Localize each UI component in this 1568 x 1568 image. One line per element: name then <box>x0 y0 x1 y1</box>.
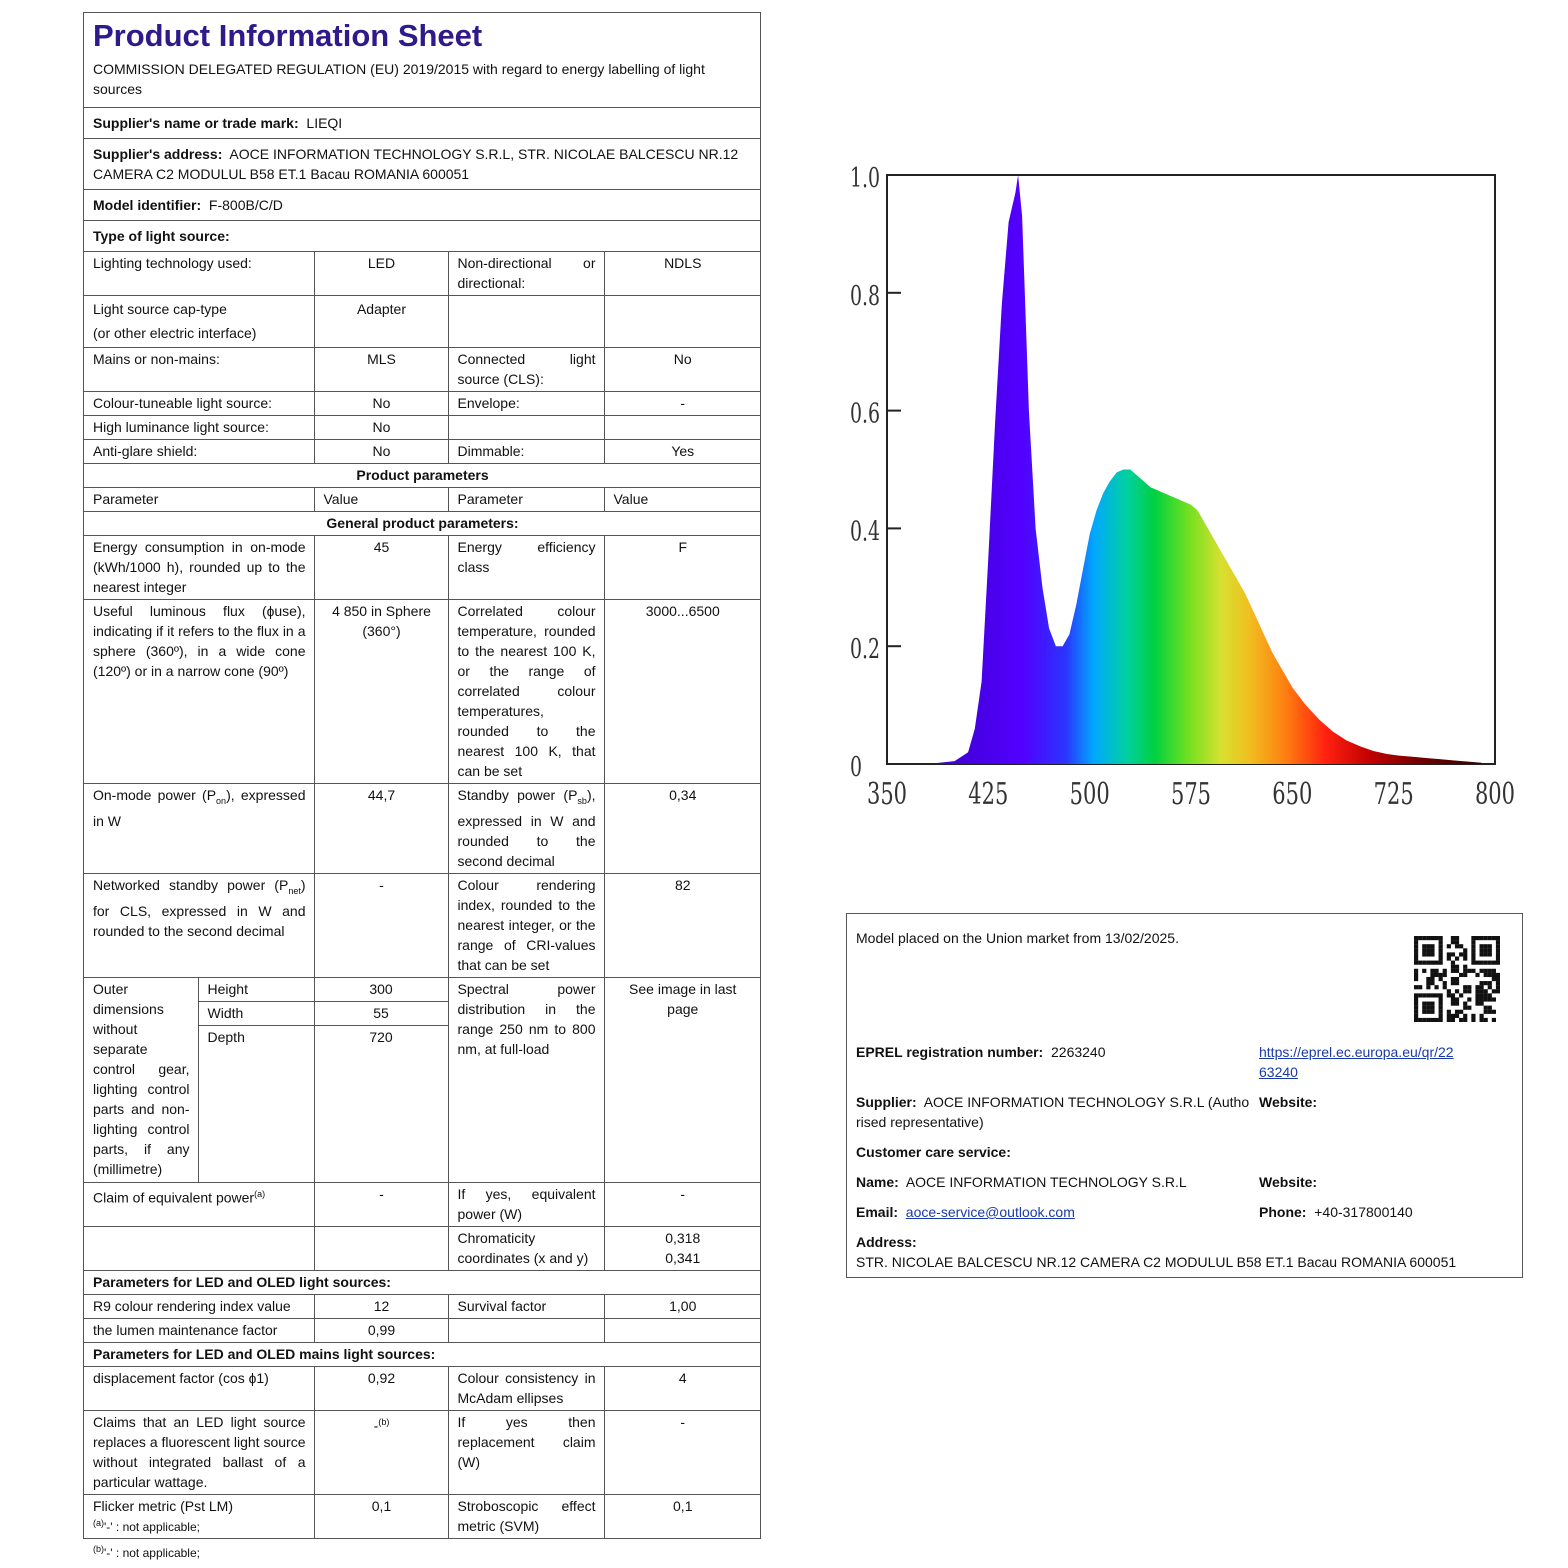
table-header-row: Parameter Value Parameter Value <box>84 488 760 512</box>
product-parameters-header: Product parameters <box>84 464 760 488</box>
page-title: Product Information Sheet <box>93 18 483 53</box>
email-link[interactable]: aoce-service@outlook.com <box>905 1204 1075 1220</box>
product-information-sheet <box>83 12 761 1539</box>
table-row: Chromaticity coordinates (x and y) 0,318 0,341 <box>84 1227 760 1271</box>
footnotes <box>93 1512 200 1564</box>
x-tick-label: 725 <box>1373 777 1414 813</box>
table-row: Claims that an LED light source replaces a fluorescent light source without integrated ballast of a particular wattage. -$^{(b)}$ If yes then replacement claim (W) - <box>84 1411 760 1495</box>
table-row: Networked standby power $(P_{net})$ for CLS, expressed in W and rounded to the second decimal - Colour rendering index, rounded to the nearest integer, or the range of CRI-values that can be set 82 <box>84 873 760 977</box>
website-label: Website: <box>1259 1094 1318 1110</box>
supplier-name: LIEQI <box>306 115 343 131</box>
x-tick-label: 350 <box>866 777 908 813</box>
table-row: R9 colour rendering index value 12 Survival factor 1,00 <box>84 1295 760 1319</box>
x-tick-label: 650 <box>1272 777 1313 813</box>
table-row <box>84 1271 760 1295</box>
supplier-name-row: Supplier's name or trade mark: LIEQI <box>93 115 343 131</box>
table-row: On-mode power $(P_{on})$, expressed in W 44,7 Standby power $(P_{sb})$, expressed in W and rounded to the second decimal 0,34 <box>84 784 760 874</box>
phone-number: +40-317800140 <box>1314 1204 1413 1220</box>
regulation-text: COMMISSION DELEGATED REGULATION (EU) 2019/2015 with regard to energy labelling of light sources <box>93 61 705 97</box>
eprel-link[interactable]: https://eprel.ec.europa.eu/qr/22 <box>1259 1044 1454 1060</box>
dimensions-subtable: Outer dimensions without separate control gear, lighting control parts and non-lighting control parts, if any (millimetre) Height Width Depth <box>84 978 314 1183</box>
customer-care-name: AOCE INFORMATION TECHNOLOGY S.R.L <box>905 1174 1187 1190</box>
y-tick-label: 0 <box>850 751 863 783</box>
model-row: Model identifier: F-800B/C/D <box>93 197 283 213</box>
table-row: Light source cap-type (or other electric interface) Adapter <box>84 296 760 348</box>
x-tick-label: 800 <box>1474 777 1516 813</box>
supplier-address-row: Supplier's address: AOCE INFORMATION TECHNOLOGY S.R.L, STR. NICOLAE BALCESCU NR.12 CAMERA C2 MODULUL B58 ET.1 Bacau ROMANIA 600051 <box>93 146 739 182</box>
supplier-address: AOCE INFORMATION TECHNOLOGY S.R.L, STR. NICOLAE BALCESCU NR.12 CAMERA C2 MODULUL B58 ET.1 Bacau ROMANIA 600051 <box>93 146 739 182</box>
y-tick-label: 0.8 <box>850 280 881 312</box>
market-info-box: Model placed on the Union market from 13/02/2025. EPREL registration number: 2263240 https://eprel.ec.europa.eu/qr/22 63240 Supplier: AOCE INFORMATION TECHNOLOGY S.R.L (Autho rised representative) Website: Customer care service: Name: AOCE INFORMATION TECHNOLOGY S.R.L Website: Email: aoce-service@outlook.com Phone: +40-317800140 Address: STR. NICOLAE BALCESCU NR.12 CAMERA C2 MODULUL B58 ET.1 Bacau ROMANIA 600051 <box>846 913 1523 1278</box>
table-row <box>84 1343 760 1367</box>
table-row: the lumen maintenance factor 0,99 <box>84 1319 760 1343</box>
y-tick-label: 1.0 <box>850 162 881 194</box>
mains-parameters-header: Parameters for LED and OLED mains light sources: <box>84 1343 760 1367</box>
eprel-number: 2263240 <box>1051 1044 1106 1060</box>
table-row <box>84 464 760 488</box>
market-placement-text: Model placed on the Union market from 13/02/2025. <box>856 930 1179 946</box>
table-row: Flicker metric (Pst LM) 0,1 Stroboscopic effect metric (SVM) 0,1 <box>84 1495 760 1539</box>
table-row: Useful luminous flux (ɸuse), indicating if it refers to the flux in a sphere (360º), in a wide cone (120º) or in a narrow cone (90º) 4 850 in Sphere (360°) Correlated colour temperature, rounded to the nearest 100 K, or the range of correlated colour temperatures, rounded to the nearest 100 K, that can be set 3000...6500 <box>84 600 760 784</box>
supplier-text: AOCE INFORMATION TECHNOLOGY S.R.L (Autho <box>923 1094 1250 1110</box>
table-row: displacement factor (cos ɸ1) 0,92 Colour consistency in McAdam ellipses 4 <box>84 1367 760 1411</box>
x-tick-label: 575 <box>1170 777 1212 813</box>
y-tick-label: 0.6 <box>850 398 881 430</box>
footnote-a: $^{(a)}$'-' : not applicable; <box>93 1518 200 1534</box>
qr-code-icon[interactable] <box>1414 936 1500 1022</box>
table-row: High luminance light source: No <box>84 416 760 440</box>
table-row: Energy consumption in on-mode (kWh/1000 h), rounded up to the nearest integer 45 Energy efficiency class F <box>84 536 760 600</box>
table-row: Colour-tuneable light source: No Envelope: - <box>84 392 760 416</box>
table-row <box>84 512 760 536</box>
x-tick-label: 500 <box>1069 777 1110 813</box>
table-row: Lighting technology used: LED Non-directional or directional: NDLS <box>84 252 760 296</box>
type-label-row: Type of light source: <box>93 228 230 244</box>
table-row: Outer dimensions without separate control gear, lighting control parts and non-lighting control parts, if any (millimetre) Height Width Depth 300 55 720 Spectral power distribution in the range 250 nm to 800 nm, at full-load See image in last page <box>84 977 760 1183</box>
x-tick-label: 425 <box>968 777 1009 813</box>
customer-care-label: Customer care service: <box>856 1144 1011 1160</box>
general-parameters-header: General product parameters: <box>84 512 760 536</box>
footnote-b: $^{(b)}$'-' : not applicable; <box>93 1544 200 1560</box>
y-tick-label: 0.4 <box>850 516 881 548</box>
website-label-2: Website: <box>1259 1174 1318 1190</box>
address-text: STR. NICOLAE BALCESCU NR.12 CAMERA C2 MODULUL B58 ET.1 Bacau ROMANIA 600051 <box>856 1254 1457 1270</box>
spectral-power-chart <box>840 150 1530 830</box>
address-label: Address: <box>856 1234 917 1250</box>
table-row: Claim of equivalent power$^{(a)}$ - If yes, equivalent power (W) - <box>84 1183 760 1227</box>
parameters-table <box>84 251 760 1538</box>
model-identifier: F-800B/C/D <box>208 197 283 213</box>
y-tick-label: 0.2 <box>850 633 881 666</box>
led-parameters-header: Parameters for LED and OLED light sources: <box>84 1271 760 1295</box>
eprel-link-continued[interactable]: 63240 <box>1259 1064 1298 1080</box>
table-row: Mains or non-mains: MLS Connected light source (CLS): No <box>84 348 760 392</box>
table-row: Anti-glare shield: No Dimmable: Yes <box>84 440 760 464</box>
